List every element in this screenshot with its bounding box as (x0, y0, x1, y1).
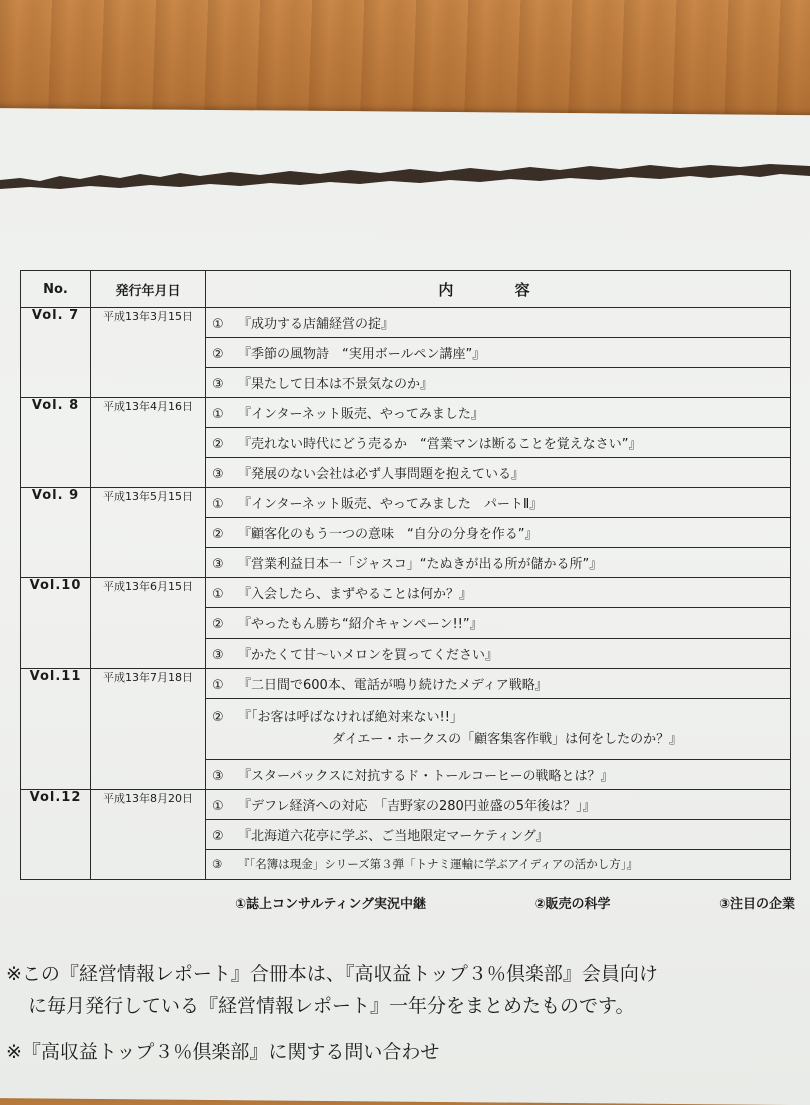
footnote-line-3: ※『高収益トップ３％倶楽部』に関する問い合わせ (6, 1041, 440, 1063)
content-item: ③ 『スターバックスに対抗するド・トールコーヒーの戦略とは？』 (206, 759, 791, 789)
issue-date: 平成13年5月15日 (91, 488, 206, 578)
category-legend (235, 893, 795, 912)
content-item: ① 『デフレ経済への対応 「吉野家の280円並盛の5年後は？」』 (206, 789, 791, 819)
content-item: ③ 『「名簿は現金」シリーズ第３弾「トナミ運輸に学ぶアイディアの活かし方」』 (206, 849, 791, 879)
issue-date: 平成13年6月15日 (91, 578, 206, 668)
content-item: ② 『売れない時代にどう売るか “営業マンは断ることを覚えなさい”』 (206, 428, 791, 458)
issue-date: 平成13年8月20日 (91, 789, 206, 879)
content-item: ① 『インターネット販売、やってみました パートⅡ』 (206, 488, 791, 518)
content-item: ② 『やったもん勝ち“紹介キャンペーン!!”』 (206, 608, 791, 638)
issue-date: 平成13年7月18日 (91, 668, 206, 789)
legend-sales-science: ②販売の科学 (534, 897, 611, 912)
content-item: ① 『インターネット販売、やってみました』 (206, 398, 791, 428)
header-no: No. (21, 271, 91, 308)
volume-number: Vol.12 (21, 789, 91, 879)
content-item: ② 『北海道六花亭に学ぶ、ご当地限定マーケティング』 (206, 819, 791, 849)
header-content: 内 容 (206, 271, 791, 308)
content-item-continuation: ダイエー・ホークスの「顧客集客作戦」は何をしたのか？』 (332, 731, 683, 747)
torn-edge-band (0, 162, 810, 190)
content-item: ③ 『かたくて甘～いメロンを買ってください』 (206, 638, 791, 668)
content-item: ③ 『発展のない会社は必ず人事問題を抱えている』 (206, 458, 791, 488)
content-item: ③ 『営業利益日本一「ジャスコ」“たぬきが出る所が儲かる所”』 (206, 548, 791, 578)
table-row (21, 398, 791, 428)
table-row (21, 488, 791, 518)
volume-number: Vol. 8 (21, 398, 91, 488)
content-item: ③ 『果たして日本は不景気なのか』 (206, 368, 791, 398)
legend-consulting: ①誌上コンサルティング実況中継 (235, 897, 427, 912)
footnote-line-1: ※この『経営情報レポート』合冊本は、『高収益トップ３％倶楽部』会員向け (6, 963, 658, 985)
content-item: ① 『成功する店舗経営の掟』 (206, 308, 791, 338)
content-item: ① 『二日間で600本、電話が鳴り続けたメディア戦略』 (206, 668, 791, 698)
legend-featured-company: ③注目の企業 (718, 897, 795, 912)
content-item: ① 『入会したら、まずやることは何か？』 (206, 578, 791, 608)
volume-number: Vol.11 (21, 668, 91, 789)
header-date: 発行年月日 (91, 271, 206, 308)
issue-date: 平成13年4月16日 (91, 398, 206, 488)
footnote (0, 958, 810, 1068)
contents-table (20, 270, 791, 880)
volume-number: Vol. 9 (21, 488, 91, 578)
table-row (21, 789, 791, 819)
content-item: ② 『季節の風物詩 “実用ボールペン講座”』 (206, 338, 791, 368)
volume-number: Vol. 7 (21, 308, 91, 398)
table-header-row (21, 271, 791, 308)
table-row (21, 578, 791, 608)
volume-number: Vol.10 (21, 578, 91, 668)
table-row (21, 668, 791, 698)
table-row (21, 308, 791, 338)
issue-date: 平成13年3月15日 (91, 308, 206, 398)
content-item: ② 『「お客は呼ばなければ絶対来ない!!」 ダイエー・ホークスの「顧客集客作戦」は何をしたのか？』 (206, 698, 791, 759)
content-item: ② 『顧客化のもう一つの意味 “自分の分身を作る”』 (206, 518, 791, 548)
footnote-line-2: に毎月発行している『経営情報レポート』一年分をまとめたものです。 (28, 995, 635, 1017)
